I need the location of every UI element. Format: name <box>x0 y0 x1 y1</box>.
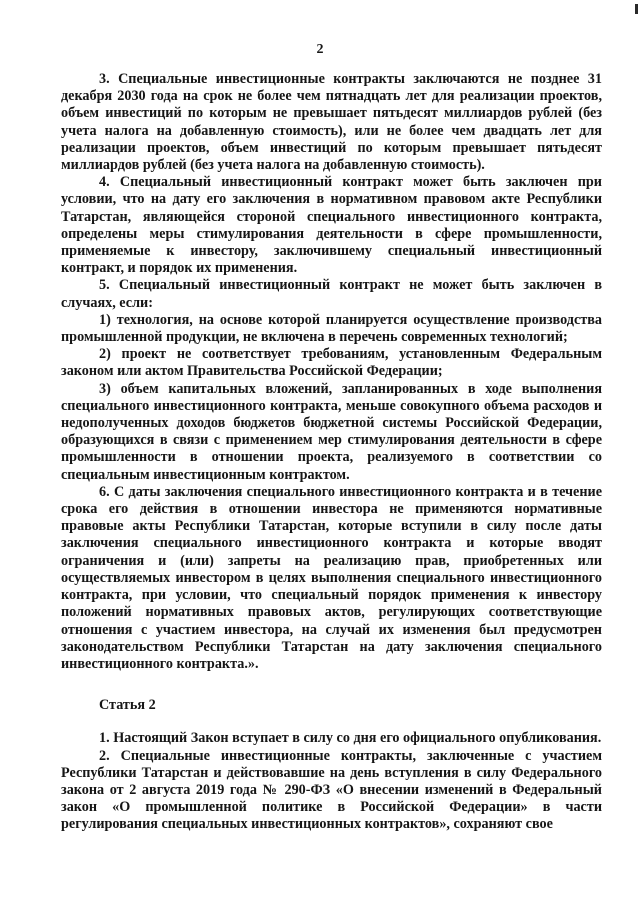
page-number: 2 <box>316 42 324 57</box>
paragraph-4: 4. Специальный инвестиционный контракт может быть заключен при условии, что на дату его заключения в нормативном правовом акте Республики Татарстан, являющейся стороной специального инвестиционного контракта, определены меры стимулирования деятельности в сфере промышленности, применяемые к инвестору, заключившему специальный инвестиционный контракт, и порядок их применения. <box>61 174 602 277</box>
paragraph-5: 5. Специальный инвестиционный контракт не может быть заключен в случаях, если: <box>61 277 602 311</box>
article-2-paragraph-1: 1. Настоящий Закон вступает в силу со дня его официального опубликования. <box>99 730 602 747</box>
list-item-1: 1) технология, на основе которой планируется осуществление производства промышленной продукции, не включена в перечень современных технологий; <box>61 311 602 346</box>
page-edge-mark <box>635 4 638 14</box>
article-2-heading: Статья 2 <box>99 697 156 714</box>
document-body <box>61 71 602 834</box>
heading-spacer <box>61 714 602 730</box>
list-item-3: 3) объем капитальных вложений, запланированных в ходе выполнения специального инвестиционного контракта, меньше совокупного объема расходов и недополученных доходов бюджетов бюджетной системы Российской Федерации, образующихся в связи с применением мер стимулирования деятельности в сфере промышленности в отношении проекта, реализуемого в соответствии со специальным инвестиционным контрактом. <box>61 380 602 483</box>
list-item-2: 2) проект не соответствует требованиям, установленным Федеральным законом или актом Правительства Российской Федерации; <box>61 346 602 380</box>
paragraph-6: 6. С даты заключения специального инвестиционного контракта и в течение срока его действия в отношении инвестора не применяются нормативные правовые акты Республики Татарстан, которые вступили в силу после даты заключения специального инвестиционного контракта и которые вводят ограничения и (или) запреты на реализацию прав, приобретенных или осуществляемых инвестором в целях выполнения специального инвестиционного контракта, при условии, что специальный порядок применения к инвестору положений нормативных правовых актов, регулирующих соответствующие отношения с участием инвестора, на случай их изменения был предусмотрен законодательством Республики Татарстан на дату заключения специального инвестиционного контракта.». <box>61 483 602 672</box>
paragraph-3: 3. Специальные инвестиционные контракты заключаются не позднее 31 декабря 2030 года на срок не более чем пятнадцать лет для реализации проектов, объем инвестиций по которым не превышает пятьдесят миллиардов рублей (без учета налога на добавленную стоимость), или не более чем двадцать лет для реализации проектов, объем инвестиций по которым превышает пятьдесят миллиардов рублей (без учета налога на добавленную стоимость). <box>61 71 602 174</box>
article-2-paragraph-2: 2. Специальные инвестиционные контракты, заключенные с участием Республики Татарстан и действовавшие на день вступления в силу Федерального закона от 2 августа 2019 года № 290-ФЗ «О внесении изменений в Федеральный закон «О промышленной политике в Российской Федерации» в части регулирования специальных инвестиционных контрактов», сохраняют свое <box>61 747 602 833</box>
